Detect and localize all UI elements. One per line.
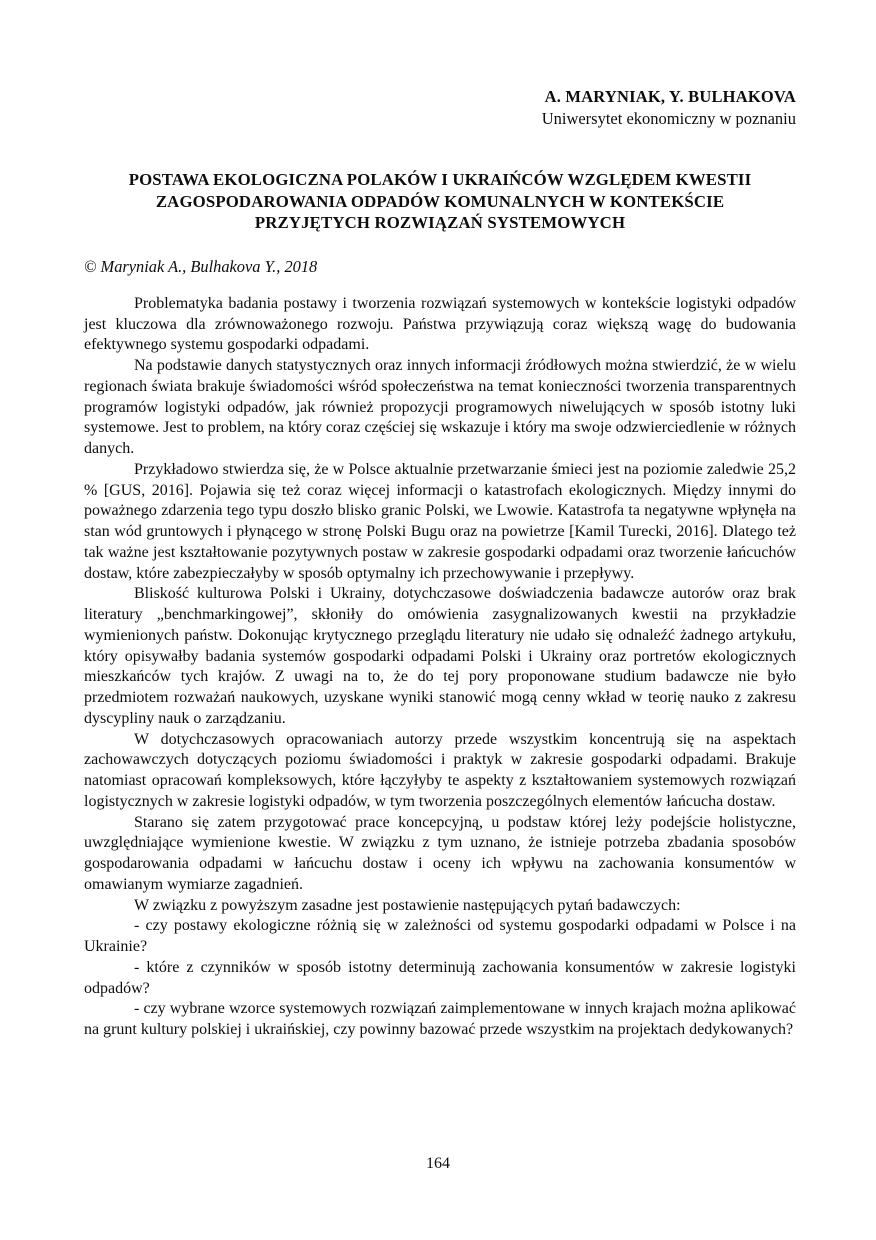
copyright-line: © Maryniak A., Bulhakova Y., 2018 [84, 256, 318, 276]
page-number: 164 [426, 1155, 450, 1172]
page-header [84, 86, 796, 129]
paragraph: Przykładowo stwierdza się, że w Polsce aktualnie przetwarzanie śmieci jest na poziomie zaledwie 25,2 % [GUS, 2016]. Pojawia się też coraz więcej informacji o katastrofach ekologicznych. Między innymi do poważnego zdarzenia tego typu doszło blisko granic Polski, we Lwowie. Katastrofa ta negatywne wpłynęła na stan wód gruntowych i płynącego w stronę Polski Bugu oraz na powietrze [Kamil Turecki, 2016]. Dlatego też tak ważne jest kształtowanie pozytywnych postaw w zakresie gospodarki odpadami oraz tworzenie łańcuchów dostaw, które zabezpieczałyby w sposób optymalny ich przechowywanie i przepływy. [84, 460, 796, 582]
paragraph: Bliskość kulturowa Polski i Ukrainy, dotychczasowe doświadczenia badawcze autorów oraz brak literatury „benchmarkingowej”, skłoniły do omówienia zasygnalizowanych kwestii na przykładzie wymienionych państw. Dokonując krytycznego przeglądu literatury nie udało się odnaleźć żadnego artykułu, który opisywałby badania systemów gospodarki odpadami Polski i Ukrainy oraz portretów ekologicznych mieszkańców tych krajów. Z uwagi na to, że do tej pory proponowane studium badawcze nie było przedmiotem rozważań naukowych, uzyskane wyniki stanowić mogą cenny wkład w teorię nauko z zakresu dyscypliny nauk o zarządzaniu. [84, 585, 796, 727]
paragraph: Na podstawie danych statystycznych oraz innych informacji źródłowych można stwierdzić, że w wielu regionach świata brakuje świadomości wśród społeczeństwa na temat konieczności tworzenia transparentnych programów logistyki odpadów, jak również propozycji programowych niwelujących w sposób istotny luki systemowe. Jest to problem, na który coraz częściej się wskazuje i który ma swoje odzwierciedlenie w różnych danych. [84, 357, 796, 458]
affiliation-line: Uniwersytet ekonomiczny w poznaniu [541, 108, 796, 128]
paragraph: W dotychczasowych opracowaniach autorzy przede wszystkim koncentrują się na aspektach zachowawczych dotyczących poziomu świadomości i praktyk w zakresie gospodarki odpadami. Brakuje natomiast opracowań kompleksowych, które łączyłyby te aspekty z kształtowaniem systemowych rozwiązań logistycznych w zakresie logistyki odpadów, w tym tworzenia poszczególnych elementów łańcucha dostaw. [84, 730, 796, 810]
authors-line: A. MARYNIAK, Y. BULHAKOVA [544, 87, 796, 106]
title-line-1: POSTAWA EKOLOGICZNA POLAKÓW I UKRAIŃCÓW WZGLĘDEM KWESTII [128, 170, 752, 189]
research-question: - które z czynników w sposób istotny determinują zachowania konsumentów w zakresie logistyki odpadów? [84, 958, 796, 997]
paragraph: Problematyka badania postawy i tworzenia rozwiązań systemowych w kontekście logistyki odpadów jest kluczowa dla zrównoważonego rozwoju. Państwa przywiązują coraz większą wagę do budowania efektywnego systemu gospodarki odpadami. [84, 294, 796, 354]
paper-title [84, 169, 796, 234]
paragraph: W związku z powyższym zasadne jest postawienie następujących pytań badawczych: [134, 896, 681, 914]
body-text [84, 294, 796, 1041]
title-line-3: PRZYJĘTYCH ROZWIĄZAŃ SYSTEMOWYCH [254, 213, 626, 233]
title-line-2: ZAGOSPODAROWANIA ODPADÓW KOMUNALNYCH W KONTEKŚCIE [155, 191, 725, 211]
research-question: - czy postawy ekologiczne różnią się w zależności od systemu gospodarki odpadami w Polsce i na Ukrainie? [84, 917, 796, 956]
paragraph: Starano się zatem przygotować prace koncepcyjną, u podstaw której leży podejście holistyczne, uwzględniające wymienione kwestie. W związku z tym uznano, że istnieje potrzeba zbadania sposobów gospodarowania odpadami w łańcuchu dostaw i oceny ich wpływu na zachowania konsumentów w omawianym wymiarze zagadnień. [84, 813, 796, 893]
research-question: - czy wybrane wzorce systemowych rozwiązań zaimplementowane w innych krajach można aplikować na grunt kultury polskiej i ukraińskiej, czy powinny bazować przede wszystkim na projektach dedykowanych? [84, 1000, 796, 1039]
